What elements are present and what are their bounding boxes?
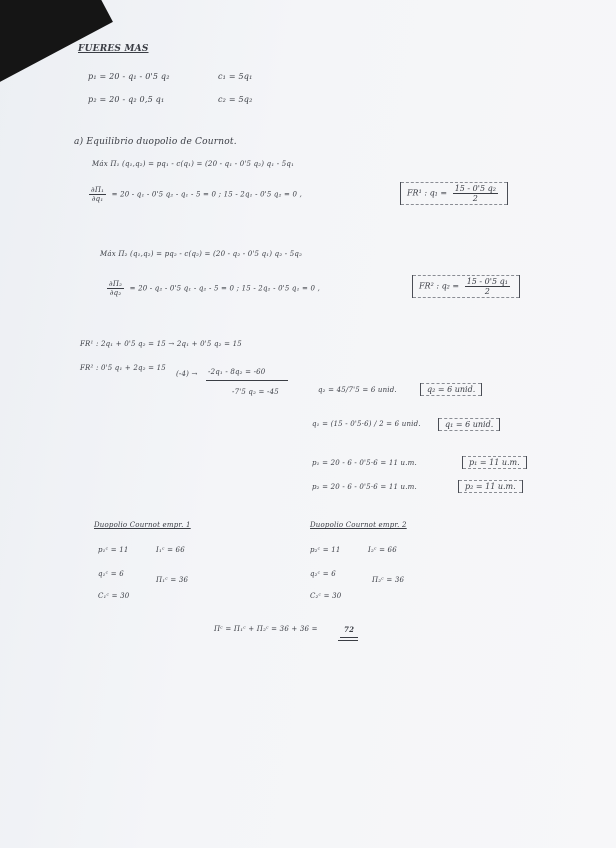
reaction-function-1-box: FR¹ : q₁ = $\frac{\text{15 - 0'5 q₂}}{2}$ xyxy=(400,182,508,205)
total-profit-expression: Πᶜ = Π₁ᶜ + Π₂ᶜ = 36 + 36 = xyxy=(214,625,318,633)
q2-result-box: q₂ = 6 unid. xyxy=(420,383,482,396)
p2-result-box: p₂ = 11 u.m. xyxy=(458,480,523,493)
reaction-function-2-box: FR² : q₂ = $\frac{\text{15 - 0'5 q₁}}{2}$ xyxy=(412,275,520,298)
p1-result-box: p₁ = 11 u.m. xyxy=(462,456,527,469)
foc-firm2: $\frac{\text{∂Π₂}}{\text{∂q₂}}$ = 20 - q₂ - 0'5 q₁ - q₂ - 5 = 0 ; 15 - 2q₂ - 0'5 q₁ = 0 , xyxy=(109,280,321,297)
system-eq2: FR² : 0'5 q₁ + 2q₂ = 15 xyxy=(80,364,166,372)
firm2-cost: C₂ᶜ = 30 xyxy=(310,592,342,600)
header-title: FUERES MAS xyxy=(78,44,149,54)
cost-c2: c₂ = 5q₂ xyxy=(218,95,253,104)
firm2-heading: Duopolio Cournot empr. 2 xyxy=(310,521,407,529)
p2-calculation: p₂ = 20 - 6 - 0'5·6 = 11 u.m. xyxy=(312,483,417,491)
sum-underline xyxy=(206,380,288,381)
section-a-heading: a) Equilibrio duopolio de Cournot. xyxy=(74,137,237,147)
system-eq2-multiplied: -2q₁ - 8q₂ = -60 xyxy=(208,368,266,376)
firm2-profit: Π₂ᶜ = 36 xyxy=(372,576,405,584)
firm1-heading: Duopolio Cournot empr. 1 xyxy=(94,521,191,529)
firm1-income: I₁ᶜ = 66 xyxy=(156,546,185,554)
p1-calculation: p₁ = 20 - 6 - 0'5·6 = 11 u.m. xyxy=(312,459,417,467)
q1-calculation: q₁ = (15 - 0'5·6) / 2 = 6 unid. xyxy=(312,420,421,428)
firm2-income: I₂ᶜ = 66 xyxy=(368,546,397,554)
total-profit-result: 72 xyxy=(344,625,355,634)
firm1-price: p₁ᶜ = 11 xyxy=(98,546,129,554)
q1-result-box: q₁ = 6 unid. xyxy=(438,418,500,431)
q2-calculation: q₂ = 45/7'5 = 6 unid. xyxy=(318,386,397,394)
cost-c1: c₁ = 5q₁ xyxy=(218,72,253,81)
foc-firm1: $\frac{\text{∂Π₁}}{\text{∂q₁}}$ = 20 - q₁ - 0'5 q₂ - q₁ - 5 = 0 ; 15 - 2q₁ - 0'5 q₂ = 0 , xyxy=(91,186,303,203)
system-multiplier: (-4) → xyxy=(176,370,198,378)
max-profit-firm1: Máx Π₁ (q₁,q₂) = pq₁ - c(q₁) = (20 - q₁ - 0'5 q₂) q₁ - 5q₁ xyxy=(92,160,295,168)
total-underline-2 xyxy=(338,640,358,641)
firm2-price: p₂ᶜ = 11 xyxy=(310,546,341,554)
firm2-quantity: q₂ᶜ = 6 xyxy=(310,570,336,578)
firm1-cost: C₁ᶜ = 30 xyxy=(98,592,130,600)
firm1-profit: Π₁ᶜ = 36 xyxy=(156,576,189,584)
firm1-quantity: q₁ᶜ = 6 xyxy=(98,570,124,578)
max-profit-firm2: Máx Π₂ (q₁,q₂) = pq₂ - c(q₂) = (20 - q₂ - 0'5 q₁) q₂ - 5q₂ xyxy=(100,250,303,258)
total-underline-1 xyxy=(340,637,358,638)
system-eq1: FR¹ : 2q₁ + 0'5 q₂ = 15 → 2q₁ + 0'5 q₂ = 15 xyxy=(80,340,242,348)
system-sum: -7'5 q₂ = -45 xyxy=(232,388,279,396)
demand-p2: p₂ = 20 - q₂ 0,5 q₁ xyxy=(88,95,165,104)
demand-p1: p₁ = 20 - q₁ - 0'5 q₂ xyxy=(88,72,170,81)
